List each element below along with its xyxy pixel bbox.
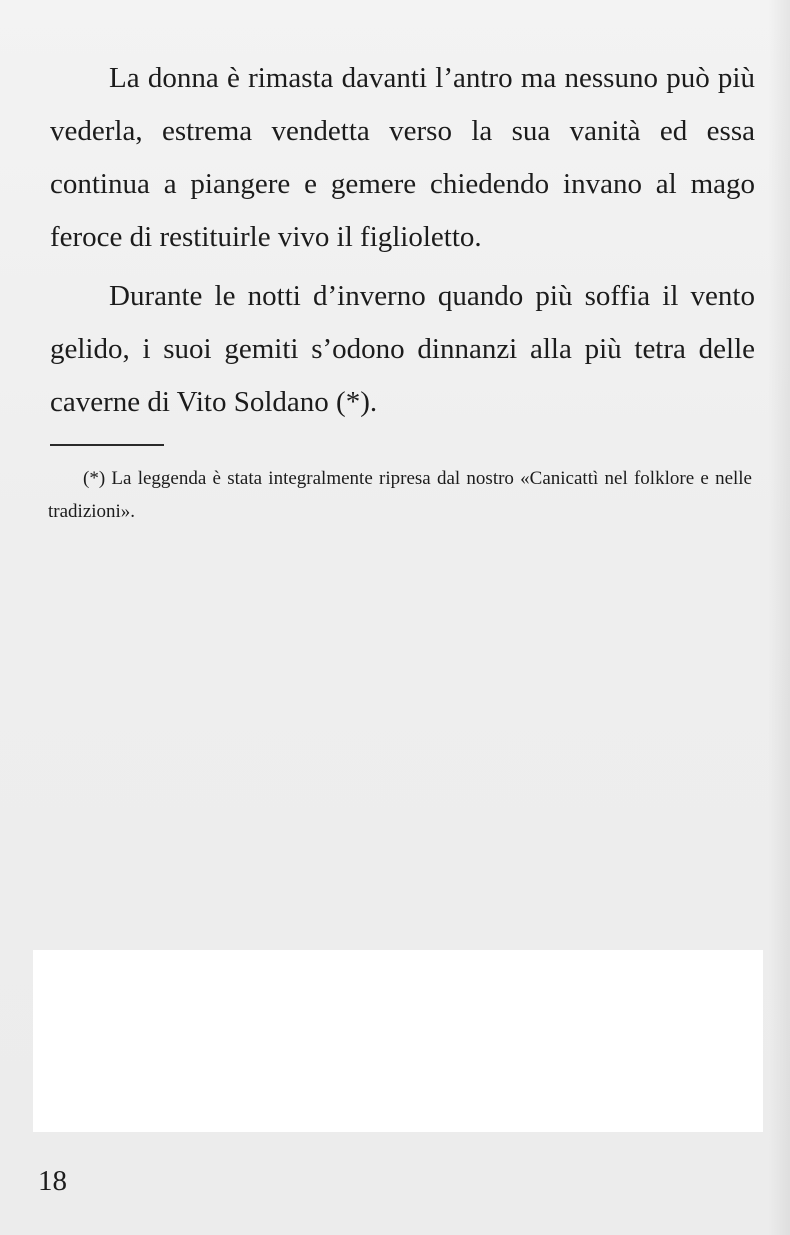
paragraph-2: Durante le notti d’inverno quando più soffia il vento gelido, i suoi gemiti s’odono dinnanzi alla più tetra delle caverne di Vito Soldano (*).: [50, 280, 755, 418]
paragraph-1: La donna è rimasta davanti l’antro ma nessuno può più vederla, estrema vendetta verso la sua vanità ed essa continua a piangere e gemere chiedendo invano al mago feroce di restituirle vivo il figlioletto.: [50, 62, 755, 253]
blank-area: [33, 950, 763, 1132]
page-edge-shadow: [768, 0, 790, 1235]
footnote-separator: [50, 444, 164, 446]
footnote: (*) La leggenda è stata integralmente ripresa dal nostro «Canicattì nel folklore e nelle tradizioni».: [48, 468, 752, 522]
page-number: 18: [38, 1165, 67, 1197]
body-text: [50, 52, 755, 429]
